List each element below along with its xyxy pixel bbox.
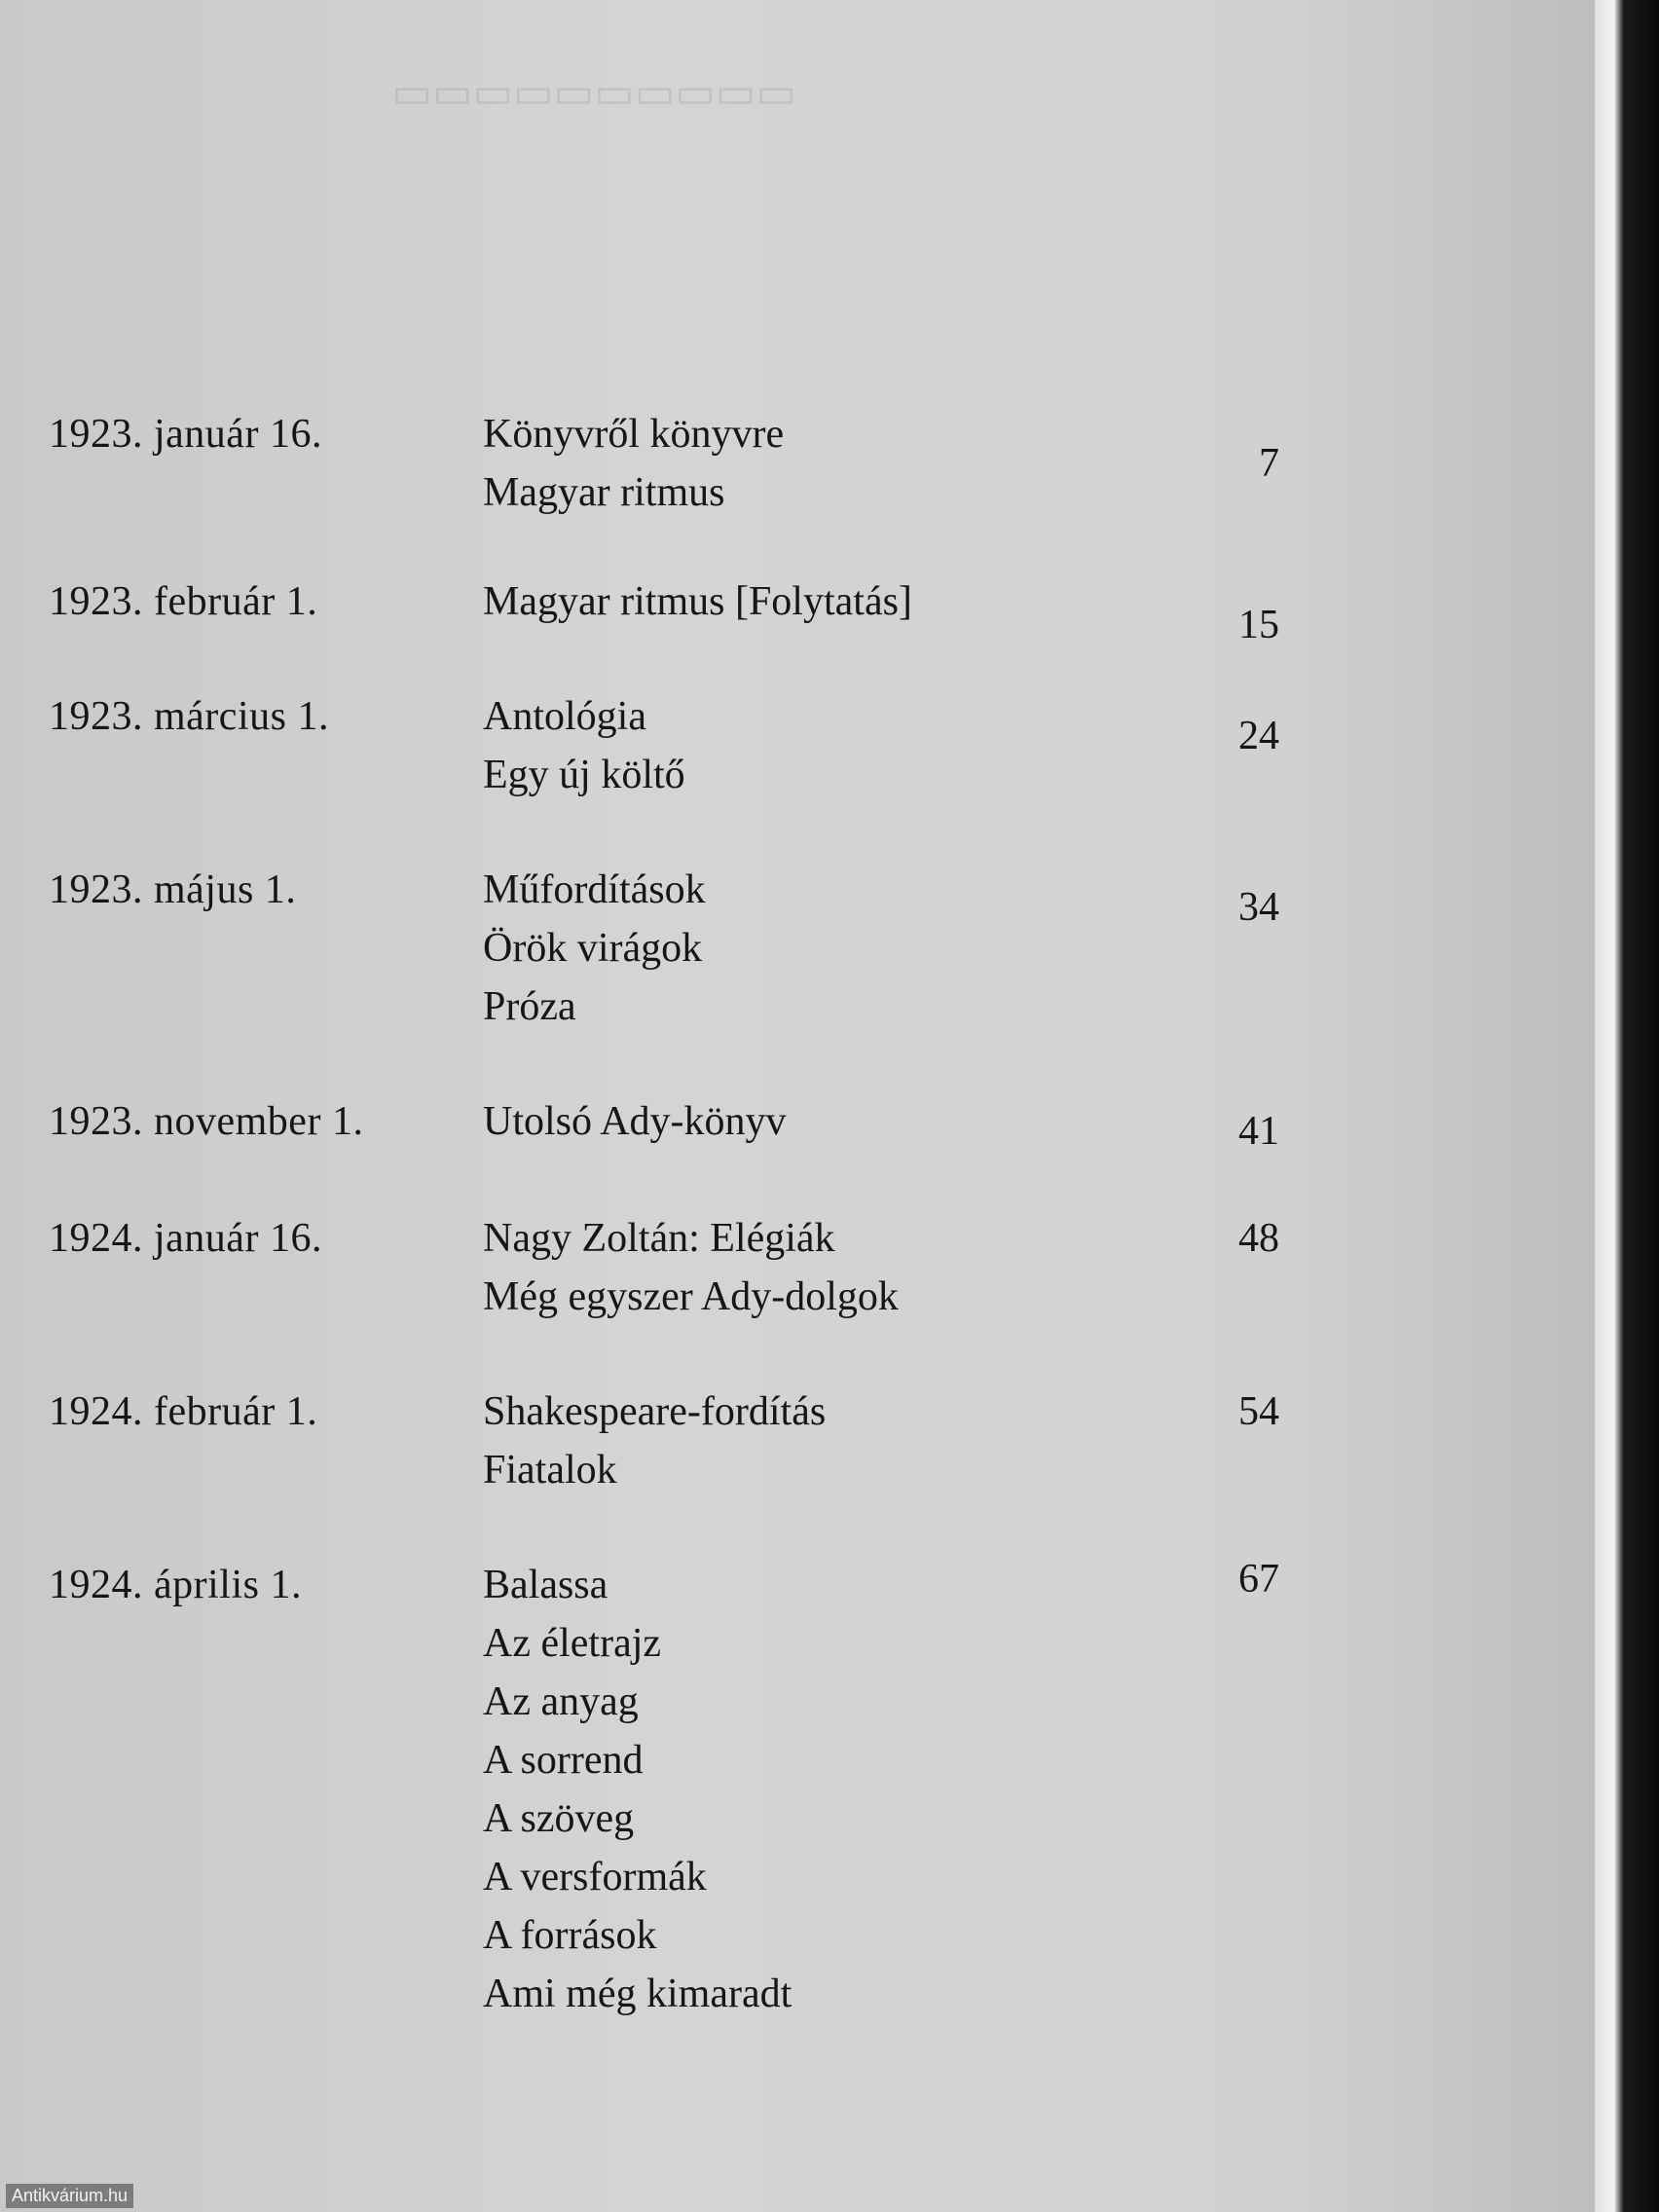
entry-title: Örök virágok [483,926,703,971]
entry-title: Az anyag [483,1679,639,1724]
entry-titles [483,1209,899,1326]
entry-title: Még egyszer Ady-dolgok [483,1274,899,1319]
entry-title: Balassa [483,1563,608,1607]
entry-title: Könyvről könyvre [483,412,785,457]
entry-title: Nagy Zoltán: Elégiák [483,1216,835,1261]
entry-title: Magyar ritmus [Folytatás] [483,579,912,624]
entry-page-number: 15 [1238,603,1279,647]
entry-titles [483,1556,792,2023]
entry-date: 1924. február 1. [49,1389,318,1434]
entry-title: Fiatalok [483,1448,617,1493]
entry-page-number: 41 [1238,1109,1279,1154]
entry-title: Egy új költő [483,753,685,797]
entry-title: Műfordítások [483,867,706,912]
entry-page-number: 24 [1238,714,1279,758]
book-spine-shadow [1595,0,1659,2212]
entry-date: 1923. március 1. [49,694,329,739]
entry-date: 1923. november 1. [49,1099,364,1144]
entry-date: 1923. február 1. [49,579,318,624]
entry-titles [483,405,784,522]
entry-date: 1924. április 1. [49,1563,302,1607]
entry-title: Ami még kimaradt [483,1972,793,2016]
entry-page-number: 48 [1238,1216,1279,1261]
entry-date: 1923. január 16. [49,412,322,457]
entry-title: Az életrajz [483,1621,662,1666]
entry-titles [483,1382,826,1499]
entry-title: Próza [483,984,576,1029]
entry-page-number: 7 [1259,441,1279,486]
entry-title: Utolsó Ady-könyv [483,1099,787,1144]
entry-title: A sorrend [483,1738,644,1783]
watermark: Antikvárium.hu [6,2184,133,2208]
entry-title: Shakespeare-fordítás [483,1389,827,1434]
entry-title: Magyar ritmus [483,470,725,515]
entry-titles [483,1092,787,1151]
show-through-text: ▭▭▭▭▭▭▭▭▭▭ [391,69,796,117]
entry-titles [483,572,912,631]
entry-titles [483,861,706,1036]
entry-date: 1924. január 16. [49,1216,322,1261]
entry-page-number: 34 [1238,885,1279,930]
entry-title: A versformák [483,1855,707,1899]
entry-page-number: 67 [1238,1557,1279,1602]
entry-title: A források [483,1913,657,1958]
entry-titles [483,687,685,804]
entry-title: A szöveg [483,1796,635,1841]
entry-page-number: 54 [1238,1389,1279,1434]
entry-title: Antológia [483,694,646,739]
entry-date: 1923. május 1. [49,867,297,912]
